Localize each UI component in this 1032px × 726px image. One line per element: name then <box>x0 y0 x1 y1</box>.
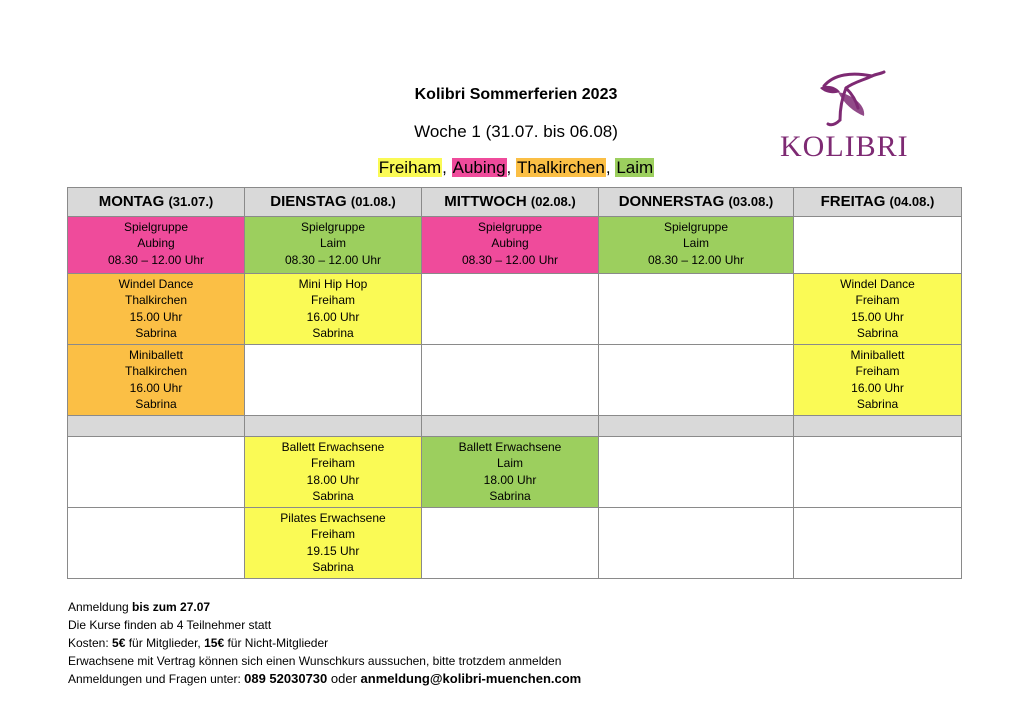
day-name: MONTAG <box>98 192 165 210</box>
course-time: 15.00 Uhr <box>129 309 183 324</box>
costs-label: Kosten: <box>68 636 113 650</box>
day-name: FREITAG <box>820 192 886 210</box>
course-time: 15.00 Uhr <box>851 309 904 324</box>
empty-cell <box>422 345 599 416</box>
course-location: Freiham <box>310 293 355 308</box>
nonmember-price: 15€ <box>204 636 225 650</box>
course-location: Thalkirchen <box>124 364 188 379</box>
nonmember-label: für Nicht-Mitglieder <box>224 636 329 650</box>
course-teacher: Sabrina <box>489 488 531 503</box>
day-name: MITTWOCH <box>444 192 527 210</box>
legend-separator: , <box>442 158 452 177</box>
kolibri-logo <box>780 64 908 172</box>
course-location: Freiham <box>310 527 355 542</box>
course-name: Spielgruppe <box>663 220 729 234</box>
contact-phone[interactable]: 089 52030730 <box>244 671 328 686</box>
empty-cell <box>422 508 599 579</box>
course-name: Miniballett <box>850 348 905 362</box>
course-location: Laim <box>319 236 346 251</box>
course-name: Pilates Erwachsene <box>280 511 386 525</box>
table-row <box>68 345 962 416</box>
course-cell <box>68 274 245 345</box>
table-row <box>68 217 962 274</box>
course-cell <box>794 345 962 416</box>
course-cell <box>68 345 245 416</box>
course-location: Aubing <box>491 236 529 251</box>
empty-cell <box>599 345 794 416</box>
header-row <box>68 188 962 217</box>
course-time: 08.30 – 12.00 Uhr <box>284 252 382 267</box>
day-header-mittwoch <box>422 188 599 217</box>
legend-laim: Laim <box>616 158 654 177</box>
course-time: 19.15 Uhr <box>306 543 360 558</box>
empty-cell <box>599 508 794 579</box>
course-cell <box>422 217 599 274</box>
course-teacher: Sabrina <box>312 559 354 574</box>
empty-cell <box>599 274 794 345</box>
footer-line-adults: Erwachsene mit Vertrag können sich einen Wunschkurs aussuchen, bitte trotzdem anmelden <box>68 654 562 668</box>
footer-line-contact <box>68 670 581 688</box>
deadline-label: Anmeldung <box>68 600 133 614</box>
empty-cell <box>68 508 245 579</box>
course-location: Laim <box>496 456 523 471</box>
separator-row <box>68 416 962 437</box>
course-time: 16.00 Uhr <box>851 380 904 395</box>
course-location: Laim <box>682 236 709 251</box>
contact-email-link[interactable]: anmeldung@kolibri-muenchen.com <box>360 671 582 686</box>
course-name: Ballett Erwachsene <box>458 440 562 454</box>
week-subtitle: Woche 1 (31.07. bis 06.08) <box>414 122 618 141</box>
empty-cell <box>794 437 962 508</box>
footer-line-minimum: Die Kurse finden ab 4 Teilnehmer statt <box>68 618 272 632</box>
course-name: Spielgruppe <box>123 220 189 234</box>
separator-cell <box>422 416 599 437</box>
day-header-montag <box>68 188 245 217</box>
course-location: Thalkirchen <box>124 293 188 308</box>
schedule-table <box>67 187 962 579</box>
course-name: Mini Hip Hop <box>298 277 368 291</box>
course-time: 08.30 – 12.00 Uhr <box>107 252 205 267</box>
course-cell <box>68 217 245 274</box>
day-header-donnerstag <box>599 188 794 217</box>
course-cell <box>245 508 422 579</box>
contact-or: oder <box>327 671 361 686</box>
day-name: DIENSTAG <box>270 192 347 210</box>
hummingbird-ballerina-icon <box>780 64 908 134</box>
course-name: Windel Dance <box>118 277 194 291</box>
course-teacher: Sabrina <box>135 325 177 340</box>
empty-cell <box>599 437 794 508</box>
course-cell <box>599 217 794 274</box>
day-date: (03.08.) <box>728 193 774 209</box>
empty-cell <box>68 437 245 508</box>
separator-cell <box>68 416 245 437</box>
course-cell <box>422 437 599 508</box>
course-teacher: Sabrina <box>312 488 354 503</box>
course-name: Spielgruppe <box>300 220 366 234</box>
course-time: 18.00 Uhr <box>483 472 537 487</box>
course-teacher: Sabrina <box>312 325 354 340</box>
course-cell <box>245 217 422 274</box>
day-header-dienstag <box>245 188 422 217</box>
legend-thalkirchen: Thalkirchen <box>517 158 605 177</box>
course-name: Windel Dance <box>840 277 915 291</box>
course-name: Miniballett <box>128 348 184 362</box>
empty-cell <box>794 508 962 579</box>
member-price: 5€ <box>112 636 126 650</box>
separator-cell <box>245 416 422 437</box>
page-title: Kolibri Sommerferien 2023 <box>414 86 618 103</box>
course-location: Freiham <box>310 456 355 471</box>
legend-separator: , <box>506 158 516 177</box>
course-time: 18.00 Uhr <box>306 472 360 487</box>
course-time: 08.30 – 12.00 Uhr <box>461 252 559 267</box>
table-row <box>68 274 962 345</box>
table-row <box>68 508 962 579</box>
day-date: (31.07.) <box>168 193 214 209</box>
course-teacher: Sabrina <box>135 396 177 411</box>
course-cell <box>794 274 962 345</box>
course-cell <box>245 274 422 345</box>
course-location: Aubing <box>137 236 175 251</box>
day-name: DONNERSTAG <box>618 192 725 210</box>
course-location: Freiham <box>855 364 900 379</box>
footer-line-deadline <box>68 598 581 616</box>
separator-cell <box>599 416 794 437</box>
day-date: (04.08.) <box>889 193 935 209</box>
course-name: Ballett Erwachsene <box>281 440 385 454</box>
empty-cell <box>794 217 962 274</box>
table-row <box>68 437 962 508</box>
deadline-date: bis zum 27.07 <box>132 600 211 614</box>
day-header-freitag <box>794 188 962 217</box>
course-time: 16.00 Uhr <box>306 309 360 324</box>
contact-label: Anmeldungen und Fragen unter: <box>68 672 245 686</box>
course-name: Spielgruppe <box>477 220 543 234</box>
empty-cell <box>245 345 422 416</box>
empty-cell <box>422 274 599 345</box>
legend-freiham: Freiham <box>378 158 442 177</box>
course-teacher: Sabrina <box>856 325 899 340</box>
legend-aubing: Aubing <box>452 158 506 177</box>
day-date: (02.08.) <box>530 193 576 209</box>
logo-text: KOLIBRI <box>780 130 909 163</box>
course-time: 16.00 Uhr <box>129 380 183 395</box>
course-teacher: Sabrina <box>856 396 899 411</box>
member-label: für Mitglieder, <box>125 636 205 650</box>
footer-notes <box>68 598 581 688</box>
footer-line-costs <box>68 634 581 652</box>
course-location: Freiham <box>855 293 900 308</box>
course-time: 08.30 – 12.00 Uhr <box>647 252 745 267</box>
separator-cell <box>794 416 962 437</box>
legend-separator: , <box>605 158 616 177</box>
day-date: (01.08.) <box>350 193 396 209</box>
course-cell <box>245 437 422 508</box>
